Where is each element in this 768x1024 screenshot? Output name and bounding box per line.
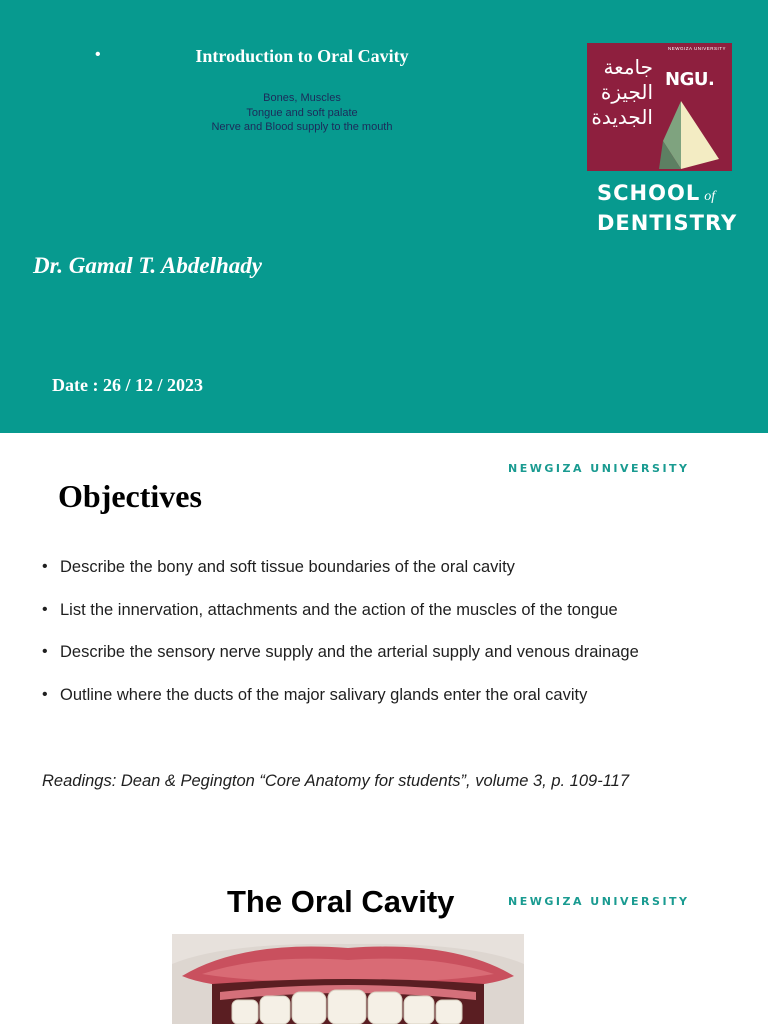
university-label: NEWGIZA UNIVERSITY xyxy=(508,462,690,475)
dentistry-label: DENTISTRY xyxy=(597,211,738,235)
author-name: Dr. Gamal T. Abdelhady xyxy=(33,253,262,278)
logo-mark-icon xyxy=(659,101,725,169)
bullet-icon: • xyxy=(95,46,101,63)
ngu-logo xyxy=(587,43,732,171)
objective-text: Describe the sensory nerve supply and the arterial supply and venous drainage xyxy=(60,643,639,662)
logo-university-text: NEWGIZA UNIVERSITY xyxy=(667,46,726,51)
objective-text: Describe the bony and soft tissue boundaries of the oral cavity xyxy=(60,558,515,576)
logo-arabic-text xyxy=(593,55,653,130)
logo-arabic-line: الجيزة xyxy=(600,80,653,104)
school-of-label: of xyxy=(704,189,716,204)
bullet-icon: • xyxy=(42,643,48,661)
school-label: SCHOOL xyxy=(597,181,701,205)
subtitle-line: Bones, Muscles xyxy=(263,92,341,104)
lecture-subtitle xyxy=(160,91,444,135)
list-item xyxy=(42,601,639,644)
oral-cavity-title: The Oral Cavity xyxy=(227,884,455,919)
subtitle-line: Tongue and soft palate xyxy=(246,106,358,119)
bullet-icon: • xyxy=(42,558,48,575)
objective-text: List the innervation, attachments and the action of the muscles of the tongue xyxy=(60,600,618,619)
objectives-title: Objectives xyxy=(58,478,202,514)
subtitle-line: Nerve and Blood supply to the mouth xyxy=(211,121,393,133)
list-item xyxy=(42,686,639,729)
objectives-list xyxy=(42,558,639,729)
bullet-icon: • xyxy=(42,600,48,618)
objective-text: Outline where the ducts of the major salivary glands enter the oral cavity xyxy=(60,686,588,705)
lecture-title: Introduction to Oral Cavity xyxy=(195,46,409,66)
list-item xyxy=(42,643,639,686)
school-of-dentistry xyxy=(597,180,737,236)
lecture-date: Date : 26 / 12 / 2023 xyxy=(52,375,203,395)
university-label: NEWGIZA UNIVERSITY xyxy=(508,895,690,908)
bullet-icon: • xyxy=(42,686,48,704)
readings-reference: Readings: Dean & Pegington “Core Anatomy for students”, volume 3, p. 109-117 xyxy=(42,772,629,790)
logo-arabic-line: جامعة xyxy=(603,55,653,79)
logo-abbreviation: NGU. xyxy=(665,69,715,90)
list-item xyxy=(42,558,639,601)
mouth-teeth-photo xyxy=(172,934,524,1024)
logo-arabic-line: الجديدة xyxy=(591,105,653,129)
